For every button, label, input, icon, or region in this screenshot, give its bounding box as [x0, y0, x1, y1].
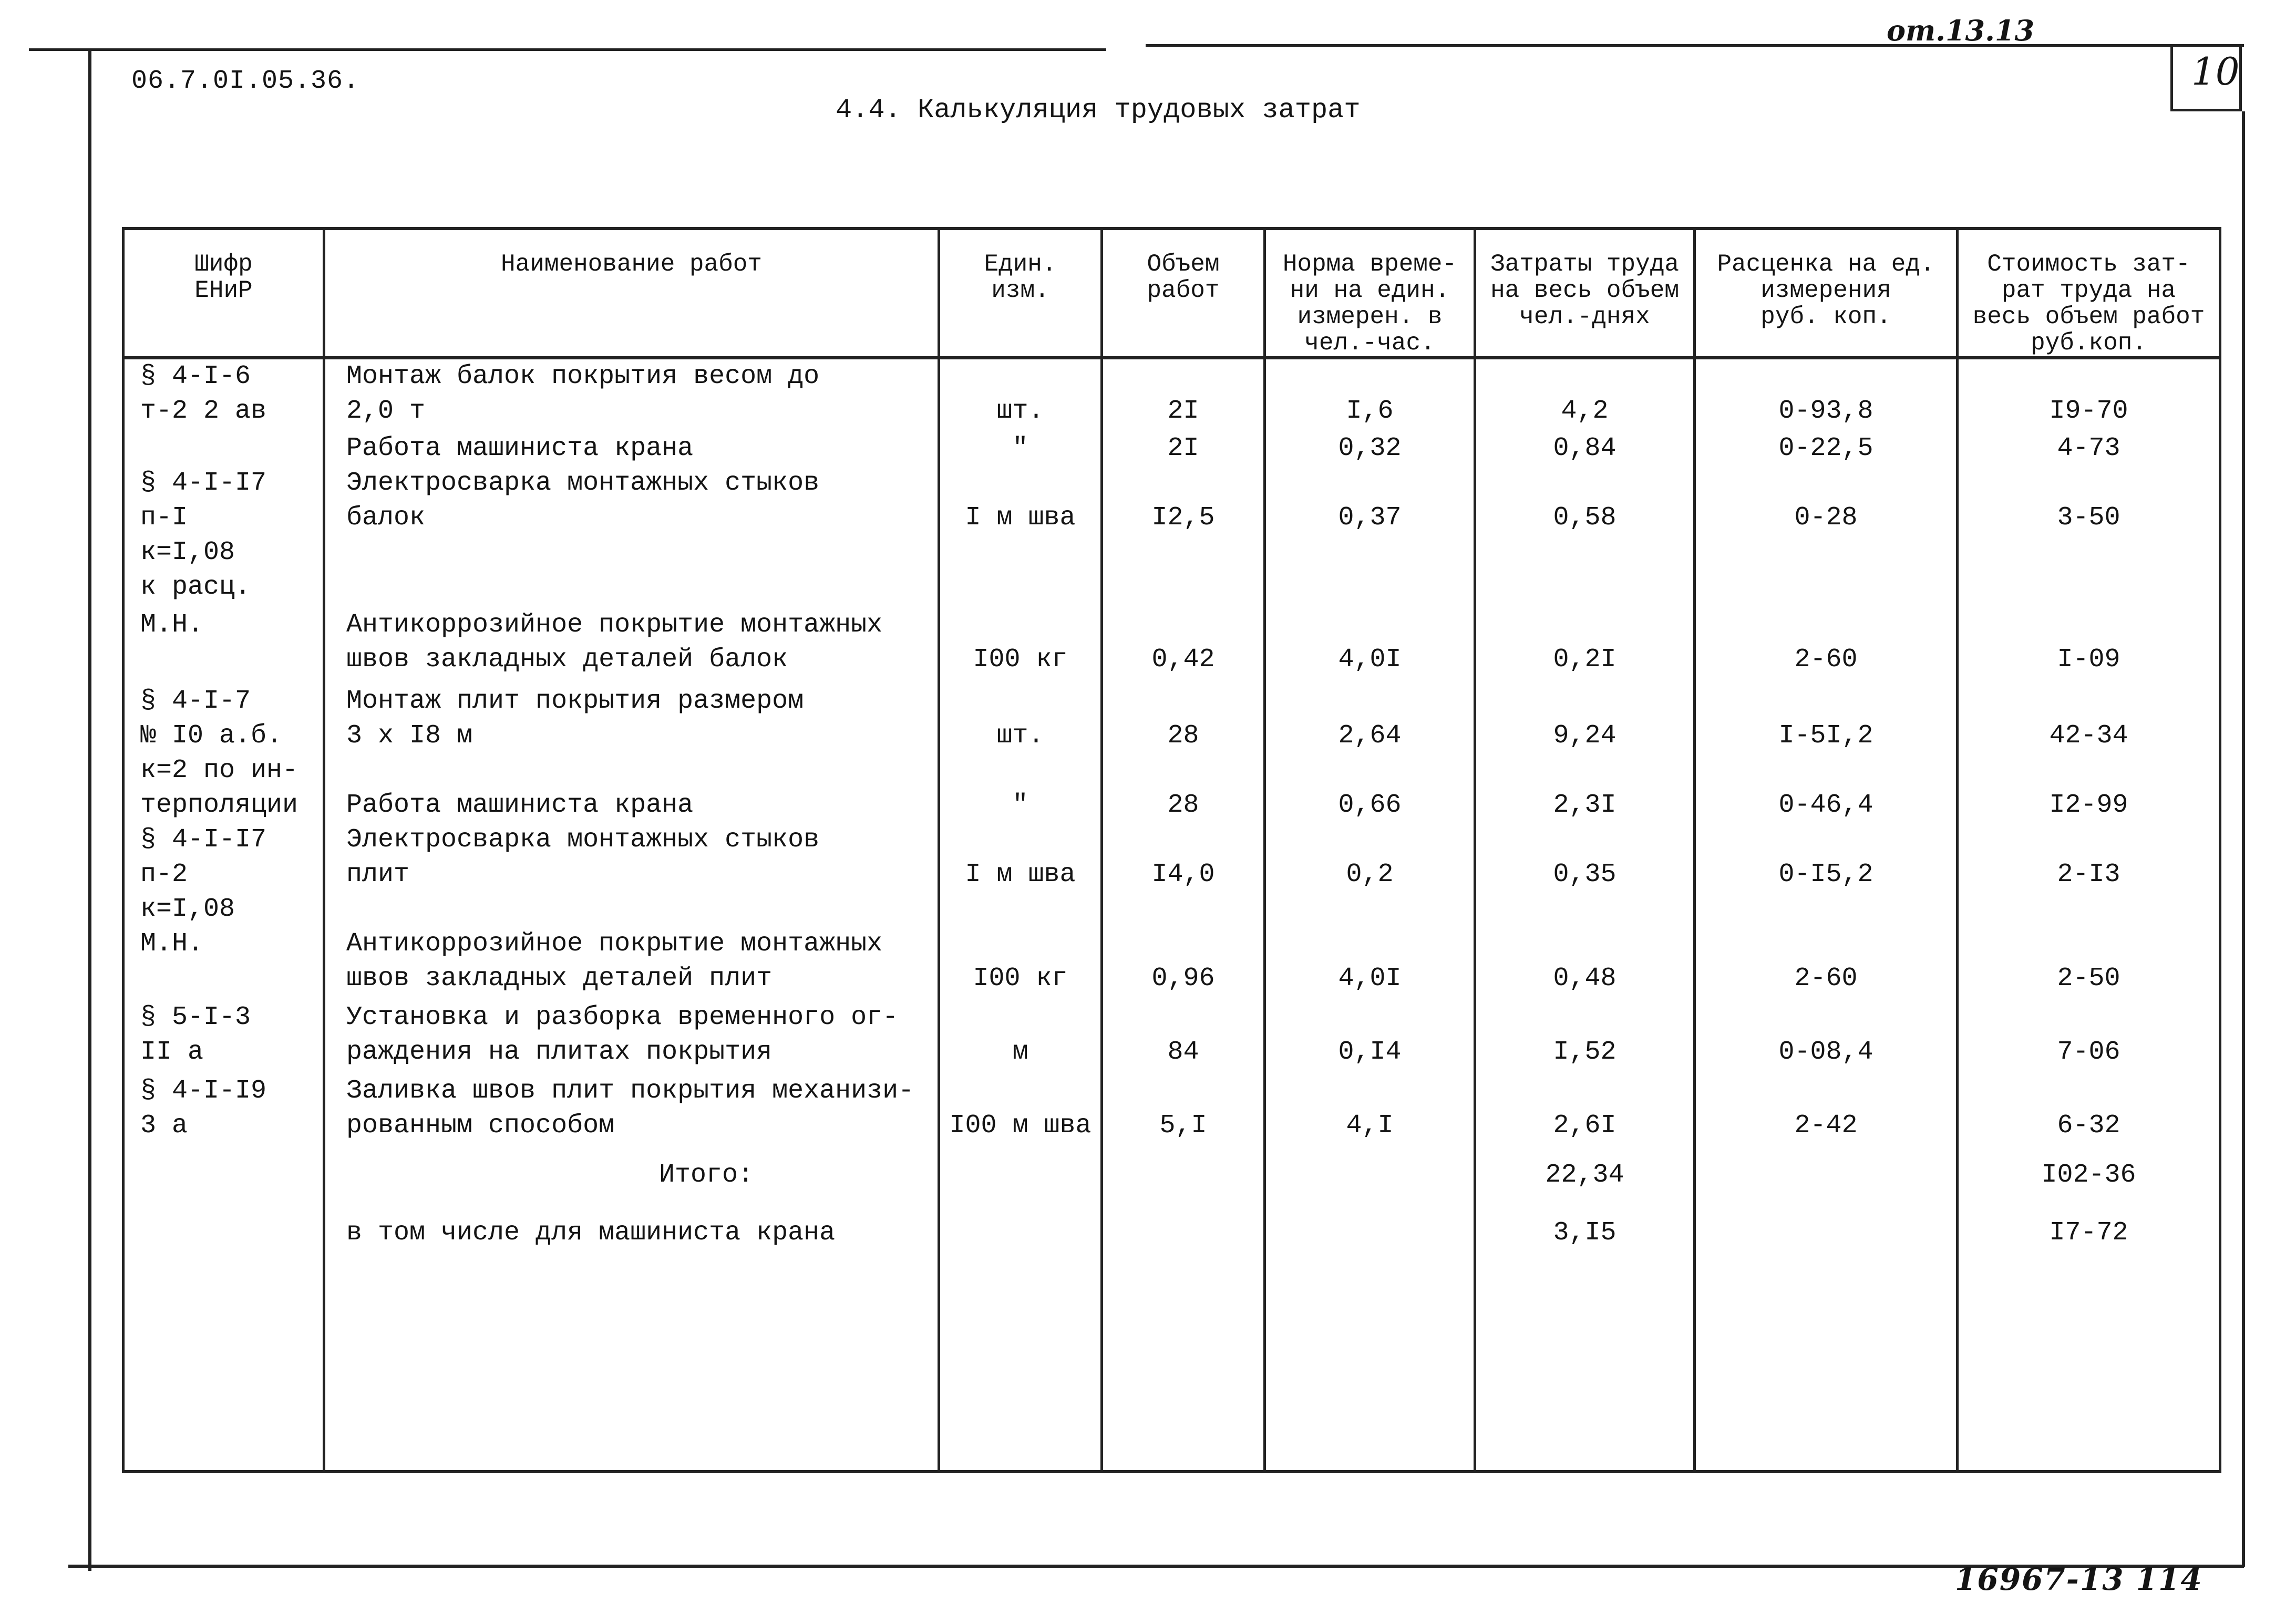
work-name-line: Заливка швов плит покрытия механизи-: [346, 1076, 914, 1106]
cell-volume: 28: [1102, 788, 1265, 823]
work-name-line: 3 х I8 м: [346, 721, 473, 751]
table-header: [123, 229, 2220, 358]
cell-code: терполяции: [123, 788, 324, 823]
cell-rate: [1695, 1205, 1958, 1263]
table-row: [123, 788, 2220, 823]
labor-cost-table: [122, 227, 2221, 1473]
cell-labor: 0,48: [1475, 927, 1695, 1000]
work-name-line: Монтаж плит покрытия размером: [346, 686, 804, 716]
cell-cost: I2-99: [1958, 788, 2220, 823]
work-name-line: Электросварка монтажных стыков: [346, 825, 820, 855]
total-label: Итого:: [324, 1147, 939, 1205]
crane-subtotal-label: в том числе для машиниста крана: [324, 1205, 939, 1263]
handwritten-date-mark: от.13.13: [1887, 14, 2035, 47]
work-name-line: Установка и разборка временного ог-: [346, 1002, 899, 1032]
empty-cell: [123, 1263, 324, 1472]
column-header: Наименование работ: [324, 229, 939, 358]
cell-rate: 0-I5,2: [1695, 823, 1958, 927]
cell-code: § 4-I-7 № I0 а.б. к=2 по ин-: [123, 684, 324, 788]
cell-rate: 0-08,4: [1695, 1000, 1958, 1074]
cell-norm: [1265, 1147, 1475, 1205]
cell-volume: 2I: [1102, 358, 1265, 431]
cell-unit: ": [939, 788, 1102, 823]
work-name-line: Работа машиниста крана: [346, 433, 694, 463]
table-row: [123, 358, 2220, 431]
cell-norm: 0,66: [1265, 788, 1475, 823]
cell-labor: 22,34: [1475, 1147, 1695, 1205]
cell-unit: [939, 1205, 1102, 1263]
cell-code: § 4-I-I7 п-2 к=I,08: [123, 823, 324, 927]
cell-unit: I00 кг: [939, 608, 1102, 684]
frame-top-line-left: [29, 48, 1106, 51]
cell-labor: 0,35: [1475, 823, 1695, 927]
frame-top-line-right: [1146, 44, 2244, 47]
cell-norm: 4,0I: [1265, 608, 1475, 684]
cell-cost: I-09: [1958, 608, 2220, 684]
cell-volume: [1102, 1147, 1265, 1205]
cell-cost: 4-73: [1958, 431, 2220, 466]
table-spacer-row: [123, 1263, 2220, 1472]
table-row: [123, 466, 2220, 608]
cell-labor: I,52: [1475, 1000, 1695, 1074]
work-name-line: рованным способом: [346, 1111, 615, 1141]
cell-norm: 4,I: [1265, 1074, 1475, 1147]
cell-norm: I,6: [1265, 358, 1475, 431]
cell-rate: [1695, 1147, 1958, 1205]
column-header: Расценка на ед. измерения руб. коп.: [1695, 229, 1958, 358]
column-header: Един. изм.: [939, 229, 1102, 358]
cell-code: М.Н.: [123, 608, 324, 684]
cell-unit: м: [939, 1000, 1102, 1074]
cell-work-name: [324, 466, 939, 608]
cell-cost: I02-36: [1958, 1147, 2220, 1205]
cell-unit: ": [939, 431, 1102, 466]
work-name-line: швов закладных деталей балок: [346, 645, 788, 675]
work-name-line: 2,0 т: [346, 396, 426, 426]
column-header: Затраты труда на весь объем чел.-днях: [1475, 229, 1695, 358]
cell-work-name: [324, 684, 939, 788]
table-row: [123, 1074, 2220, 1147]
table-row: [123, 927, 2220, 1000]
cell-norm: 4,0I: [1265, 927, 1475, 1000]
frame-left-line: [88, 48, 91, 1571]
table-row: [123, 823, 2220, 927]
work-name-line: раждения на плитах покрытия: [346, 1037, 773, 1067]
table-row: [123, 608, 2220, 684]
cell-cost: 7-06: [1958, 1000, 2220, 1074]
cell-labor: 0,2I: [1475, 608, 1695, 684]
cell-code: [123, 1147, 324, 1205]
page-number: 10: [2191, 49, 2240, 94]
empty-cell: [1695, 1263, 1958, 1472]
frame-bottom-line: [68, 1565, 2244, 1568]
table-row: [123, 684, 2220, 788]
column-header: Стоимость зат- рат труда на весь объем работ руб.коп.: [1958, 229, 2220, 358]
document-code: 06.7.0I.05.36.: [131, 66, 360, 96]
cell-code: М.Н.: [123, 927, 324, 1000]
cell-code: § 4-I-6 т-2 2 ав: [123, 358, 324, 431]
work-name-line: Работа машиниста крана: [346, 790, 694, 820]
cell-unit: [939, 1147, 1102, 1205]
table-body: [123, 358, 2220, 1472]
work-name-line: Антикоррозийное покрытие монтажных: [346, 610, 883, 640]
cell-norm: [1265, 1205, 1475, 1263]
column-header: Норма време- ни на един. измерен. в чел.-час.: [1265, 229, 1475, 358]
empty-cell: [1958, 1263, 2220, 1472]
cell-unit: I м шва: [939, 823, 1102, 927]
cell-cost: I9-70: [1958, 358, 2220, 431]
cell-norm: 2,64: [1265, 684, 1475, 788]
cell-work-name: [324, 823, 939, 927]
cell-work-name: [324, 1074, 939, 1147]
cell-norm: 0,37: [1265, 466, 1475, 608]
table-header-row: [123, 229, 2220, 358]
cell-norm: 0,2: [1265, 823, 1475, 927]
cell-volume: I2,5: [1102, 466, 1265, 608]
work-name-line: плит: [346, 860, 410, 889]
cell-work-name: [324, 788, 939, 823]
cell-rate: 0-28: [1695, 466, 1958, 608]
cell-cost: 6-32: [1958, 1074, 2220, 1147]
cell-unit: шт.: [939, 684, 1102, 788]
cell-code: [123, 431, 324, 466]
work-name-line: балок: [346, 503, 426, 533]
column-header: Шифр ЕНиР: [123, 229, 324, 358]
total-row: [123, 1147, 2220, 1205]
cell-norm: 0,I4: [1265, 1000, 1475, 1074]
work-name-line: Электросварка монтажных стыков: [346, 468, 820, 498]
cell-unit: шт.: [939, 358, 1102, 431]
cell-volume: 84: [1102, 1000, 1265, 1074]
cell-code: [123, 1205, 324, 1263]
cell-volume: [1102, 1205, 1265, 1263]
cell-labor: 0,58: [1475, 466, 1695, 608]
empty-cell: [939, 1263, 1102, 1472]
cell-cost: 3-50: [1958, 466, 2220, 608]
cell-unit: I00 кг: [939, 927, 1102, 1000]
cell-labor: 9,24: [1475, 684, 1695, 788]
cell-code: § 5-I-3 II а: [123, 1000, 324, 1074]
table-row: [123, 431, 2220, 466]
cell-rate: 0-93,8: [1695, 358, 1958, 431]
cell-labor: 4,2: [1475, 358, 1695, 431]
cell-work-name: [324, 431, 939, 466]
work-name-line: Монтаж балок покрытия весом до: [346, 361, 820, 391]
cell-code: § 4-I-I9 3 а: [123, 1074, 324, 1147]
cell-rate: I-5I,2: [1695, 684, 1958, 788]
cell-labor: 2,6I: [1475, 1074, 1695, 1147]
cell-work-name: [324, 608, 939, 684]
cell-rate: 2-42: [1695, 1074, 1958, 1147]
cell-work-name: [324, 927, 939, 1000]
cell-volume: 28: [1102, 684, 1265, 788]
cell-volume: I4,0: [1102, 823, 1265, 927]
page-title: 4.4. Калькуляция трудовых затрат: [836, 95, 1361, 126]
cell-labor: 2,3I: [1475, 788, 1695, 823]
cell-work-name: [324, 358, 939, 431]
cell-volume: 0,42: [1102, 608, 1265, 684]
cell-rate: 0-46,4: [1695, 788, 1958, 823]
cell-unit: I00 м шва: [939, 1074, 1102, 1147]
column-header: Объем работ: [1102, 229, 1265, 358]
cell-rate: 2-60: [1695, 927, 1958, 1000]
cell-rate: 2-60: [1695, 608, 1958, 684]
empty-cell: [1475, 1263, 1695, 1472]
cell-rate: 0-22,5: [1695, 431, 1958, 466]
cell-cost: I7-72: [1958, 1205, 2220, 1263]
cell-code: § 4-I-I7 п-I к=I,08 к расц.: [123, 466, 324, 608]
handwritten-archive-number: 16967-13 114: [1955, 1561, 2203, 1597]
cell-labor: 0,84: [1475, 431, 1695, 466]
table-row: [123, 1000, 2220, 1074]
cell-work-name: [324, 1000, 939, 1074]
cell-volume: 0,96: [1102, 927, 1265, 1000]
empty-cell: [1265, 1263, 1475, 1472]
cell-volume: 5,I: [1102, 1074, 1265, 1147]
empty-cell: [324, 1263, 939, 1472]
cell-unit: I м шва: [939, 466, 1102, 608]
cell-cost: 2-I3: [1958, 823, 2220, 927]
cell-cost: 42-34: [1958, 684, 2220, 788]
cell-norm: 0,32: [1265, 431, 1475, 466]
empty-cell: [1102, 1263, 1265, 1472]
crane-subtotal-row: [123, 1205, 2220, 1263]
work-name-line: Антикоррозийное покрытие монтажных: [346, 929, 883, 959]
frame-right-line: [2242, 111, 2245, 1567]
work-name-line: швов закладных деталей плит: [346, 964, 773, 994]
cell-labor: 3,I5: [1475, 1205, 1695, 1263]
cell-volume: 2I: [1102, 431, 1265, 466]
cell-cost: 2-50: [1958, 927, 2220, 1000]
